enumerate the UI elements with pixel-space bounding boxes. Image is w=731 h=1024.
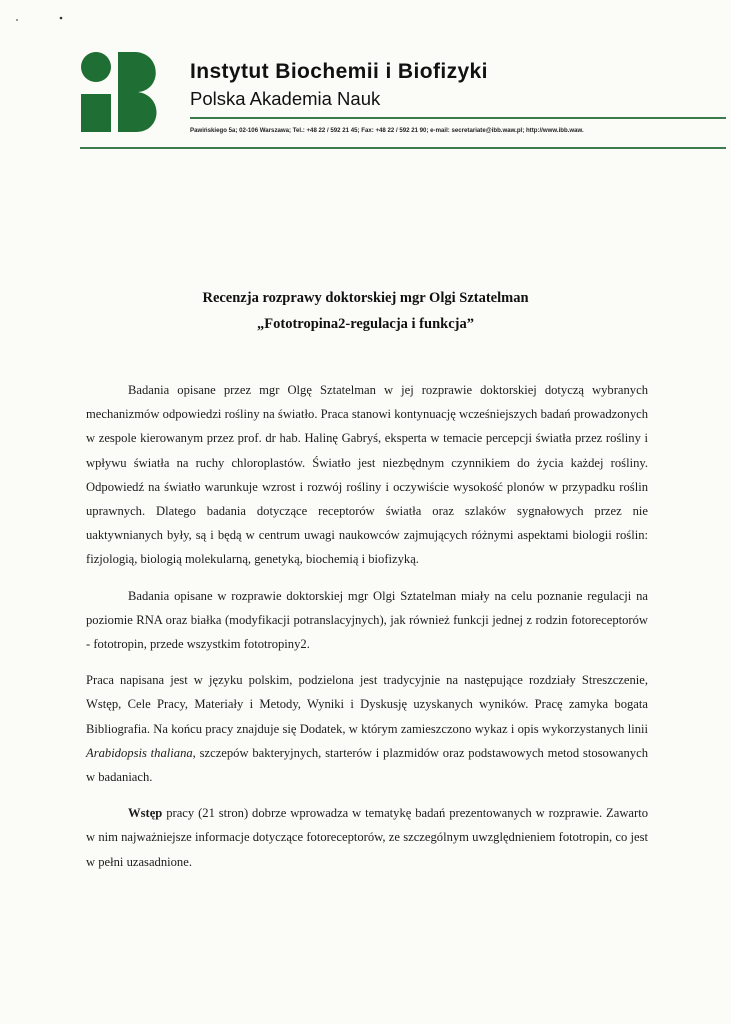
paragraph-4 — [86, 801, 648, 874]
section-name-wstep: Wstęp — [128, 806, 163, 821]
institute-name: Instytut Biochemii i Biofizyki — [190, 60, 488, 83]
review-body — [86, 378, 648, 874]
species-name: Arabidopsis thaliana — [86, 745, 193, 760]
header-divider-top — [190, 117, 726, 119]
scan-specks — [0, 0, 80, 30]
academy-name: Polska Akademia Nauk — [190, 88, 381, 109]
ibb-logo-icon — [80, 50, 160, 134]
address-line: Pawińskiego 5a; 02-106 Warszawa; Tel.: +48 22 / 592 21 45; Fax: +48 22 / 592 21 90; e-mail: secretariate@ibb.waw.pl; http://www.ibb.waw. — [190, 127, 584, 134]
header-divider-bottom — [80, 147, 726, 149]
paragraph-2: Badania opisane w rozprawie doktorskiej mgr Olgi Sztatelman miały na celu poznanie regulacji na poziomie RNA oraz białka (modyfikacji potranslacyjnych), jak również funkcji jednej z rodzin fotoreceptorów - fototropin, przede wszystkim fototropiny2. — [86, 588, 648, 652]
paragraph-1: Badania opisane przez mgr Olgę Sztatelman w jej rozprawie doktorskiej dotyczą wybranych mechanizmów odpowiedzi rośliny na światło. Praca stanowi kontynuację wcześniejszych badań prowadzonych w zespole kierowanym przez prof. dr hab. Halinę Gabryś, eksperta w temacie percepcji światła przez rośliny i wpływu światła na ruchy chloroplastów. Światło jest niezbędnym czynnikiem do życia każdej rośliny. Odpowiedź na światło warunkuje wzrost i rozwój rośliny i oczywiście wysokość plonów w przypadku roślin uprawnych. Dlatego badania dotyczące receptorów światła oraz szlaków sygnałowych przez nie uaktywnianych były, są i będą w centrum uwagi naukowców zajmujących różnymi aspektami biologii roślin: fizjologią, biologią molekularną, genetyką, biochemią i biofizyką. — [86, 383, 648, 567]
paragraph-3 — [86, 668, 648, 789]
thesis-title: „Fototropina2-regulacja i funkcja” — [257, 316, 474, 332]
review-title: Recenzja rozprawy doktorskiej mgr Olgi Sztatelman — [202, 290, 529, 306]
paragraph-3-text-b: , szczepów bakteryjnych, starterów i plazmidów oraz podstawowych metod stosowanych w badaniach. — [86, 745, 648, 785]
paragraph-4-text: pracy (21 stron) dobrze wprowadza w tematykę badań prezentowanych w rozprawie. Zawarto w nim najważniejsze informacje dotyczące fotoreceptorów, ze szczególnym uwzględnieniem fototropin, co jest w pełni uzasadnione. — [86, 806, 648, 869]
paragraph-3-text-a: Praca napisana jest w języku polskim, podzielona jest tradycyjnie na następujące rozdziały Streszczenie, Wstęp, Cele Pracy, Materiały i Metody, Wyniki i Dyskusję uzyskanych wyników. Pracę zamyka bogata Bibliografia. Na końcu pracy znajduje się Dodatek, w którym zamieszczono wykaz i opis wykorzystanych linii — [86, 673, 648, 736]
